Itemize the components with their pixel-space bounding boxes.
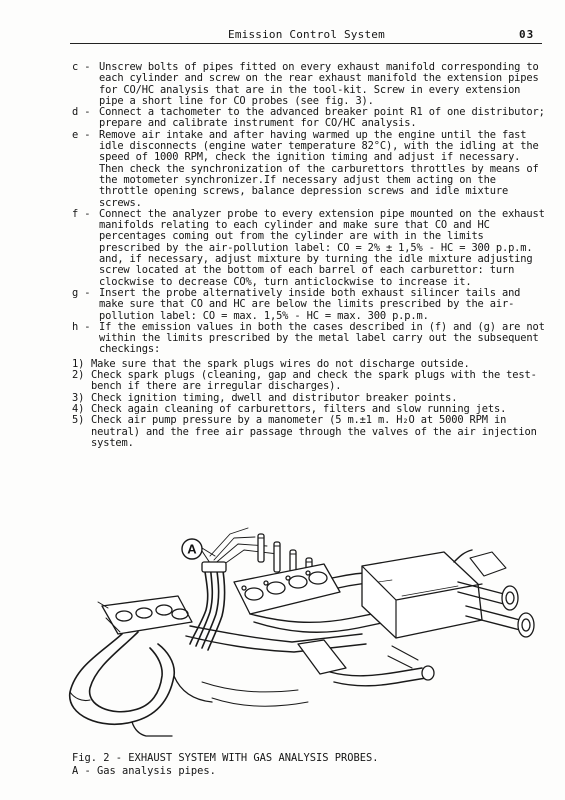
check-marker: 2) bbox=[72, 369, 85, 382]
step-marker: h - bbox=[72, 320, 91, 333]
exhaust-system-illustration bbox=[62, 522, 540, 750]
check-marker: 3) bbox=[72, 391, 85, 404]
figure-caption bbox=[72, 752, 379, 777]
caption-legend: A - Gas analysis pipes. bbox=[72, 764, 216, 777]
right-manifold bbox=[234, 564, 340, 614]
caption-title: Fig. 2 - EXHAUST SYSTEM WITH GAS ANALYSIS PROBES. bbox=[72, 752, 379, 764]
downpipe-loop bbox=[70, 632, 212, 736]
step-c bbox=[72, 62, 550, 107]
step-marker: f - bbox=[72, 207, 91, 220]
check-5 bbox=[72, 415, 550, 449]
check-text: Make sure that the spark plugs wires do not discharge outside. bbox=[91, 357, 470, 370]
step-marker: c - bbox=[72, 61, 91, 73]
probe-hoses bbox=[190, 562, 226, 650]
check-marker: 5) bbox=[72, 414, 85, 427]
check-marker: 4) bbox=[72, 402, 85, 415]
check-marker: 1) bbox=[72, 357, 85, 370]
page-number: 03 bbox=[519, 28, 535, 41]
step-text: If the emission values in both the cases described in (f) and (g) are not within the limits prescribed by the metal label carry out the subsequent checkings: bbox=[99, 320, 545, 356]
step-text: Insert the probe alternatively inside both exhaust silincer tails and make sure that CO and HC are below the limits prescribed by the air-pollution label: CO = max. 1,5% - HC = max. 300 p.p.m. bbox=[99, 286, 521, 322]
callout-label: A bbox=[187, 541, 197, 557]
check-text: Check air pump pressure by a manometer (5 m.±1 m. H₂O at 5000 RPM in neutral) and the free air passage through the valves of the air injection system. bbox=[91, 414, 537, 449]
step-text: Unscrew bolts of pipes fitted on every exhaust manifold corresponding to each cylinder and screw on the rear exhaust manifold the extension pipes for CO/HC analysis that are in the tool-kit. Screw in every extension pipe a short line for CO probes (see fig. 3). bbox=[99, 61, 539, 107]
check-2 bbox=[72, 370, 550, 393]
section-title: Emission Control System bbox=[228, 28, 385, 41]
step-g bbox=[72, 288, 550, 322]
step-e bbox=[72, 130, 550, 209]
check-text: Check ignition timing, dwell and distributor breaker points. bbox=[91, 391, 458, 404]
step-marker: d - bbox=[72, 106, 91, 119]
left-manifold bbox=[98, 596, 192, 634]
step-h bbox=[72, 322, 550, 356]
step-marker: g - bbox=[72, 286, 91, 299]
step-d bbox=[72, 107, 550, 130]
intermediate-pipes bbox=[298, 640, 434, 686]
step-text: Connect a tachometer to the advanced breaker point R1 of one distributor; prepare and calibrate instrument for CO/HC analysis. bbox=[99, 106, 545, 130]
step-marker: e - bbox=[72, 128, 91, 141]
check-text: Check spark plugs (cleaning, gap and check the spark plugs with the test-bench if there are irregular discharges). bbox=[91, 369, 537, 393]
step-text: Remove air intake and after having warmed up the engine until the fast idle disconnects (engine water temperature 82°C), with the idling at the speed of 1000 RPM, check the ignition timing and adjust if necessary. Then check the synchronization of the carburettors throttles by means of the motometer synchronizer.If necessary adjust them acting on the throttle opening screws, balance depression screws and idle mixture screws. bbox=[99, 128, 539, 209]
procedure-text bbox=[72, 62, 550, 449]
tail-pipes bbox=[458, 552, 534, 637]
check-text: Check again cleaning of carburettors, filters and slow running jets. bbox=[91, 402, 507, 415]
step-f bbox=[72, 209, 550, 288]
step-text: Connect the analyzer probe to every extension pipe mounted on the exhaust manifolds relating to each cylinder and make sure that CO and HC percentages coming out from the cylinder are with in the limits prescribed by the air-pollution label: CO = 2% ± 1,5% - HC = 300 p.p.m. and, if necessary, adjust mixture by turning the idle mixture adjusting screw located at the bottom of each barrel of each carburettor: turn clockwise to decrease CO%, turn anticlockwise to increase it. bbox=[99, 207, 545, 288]
header-rule bbox=[70, 43, 542, 44]
